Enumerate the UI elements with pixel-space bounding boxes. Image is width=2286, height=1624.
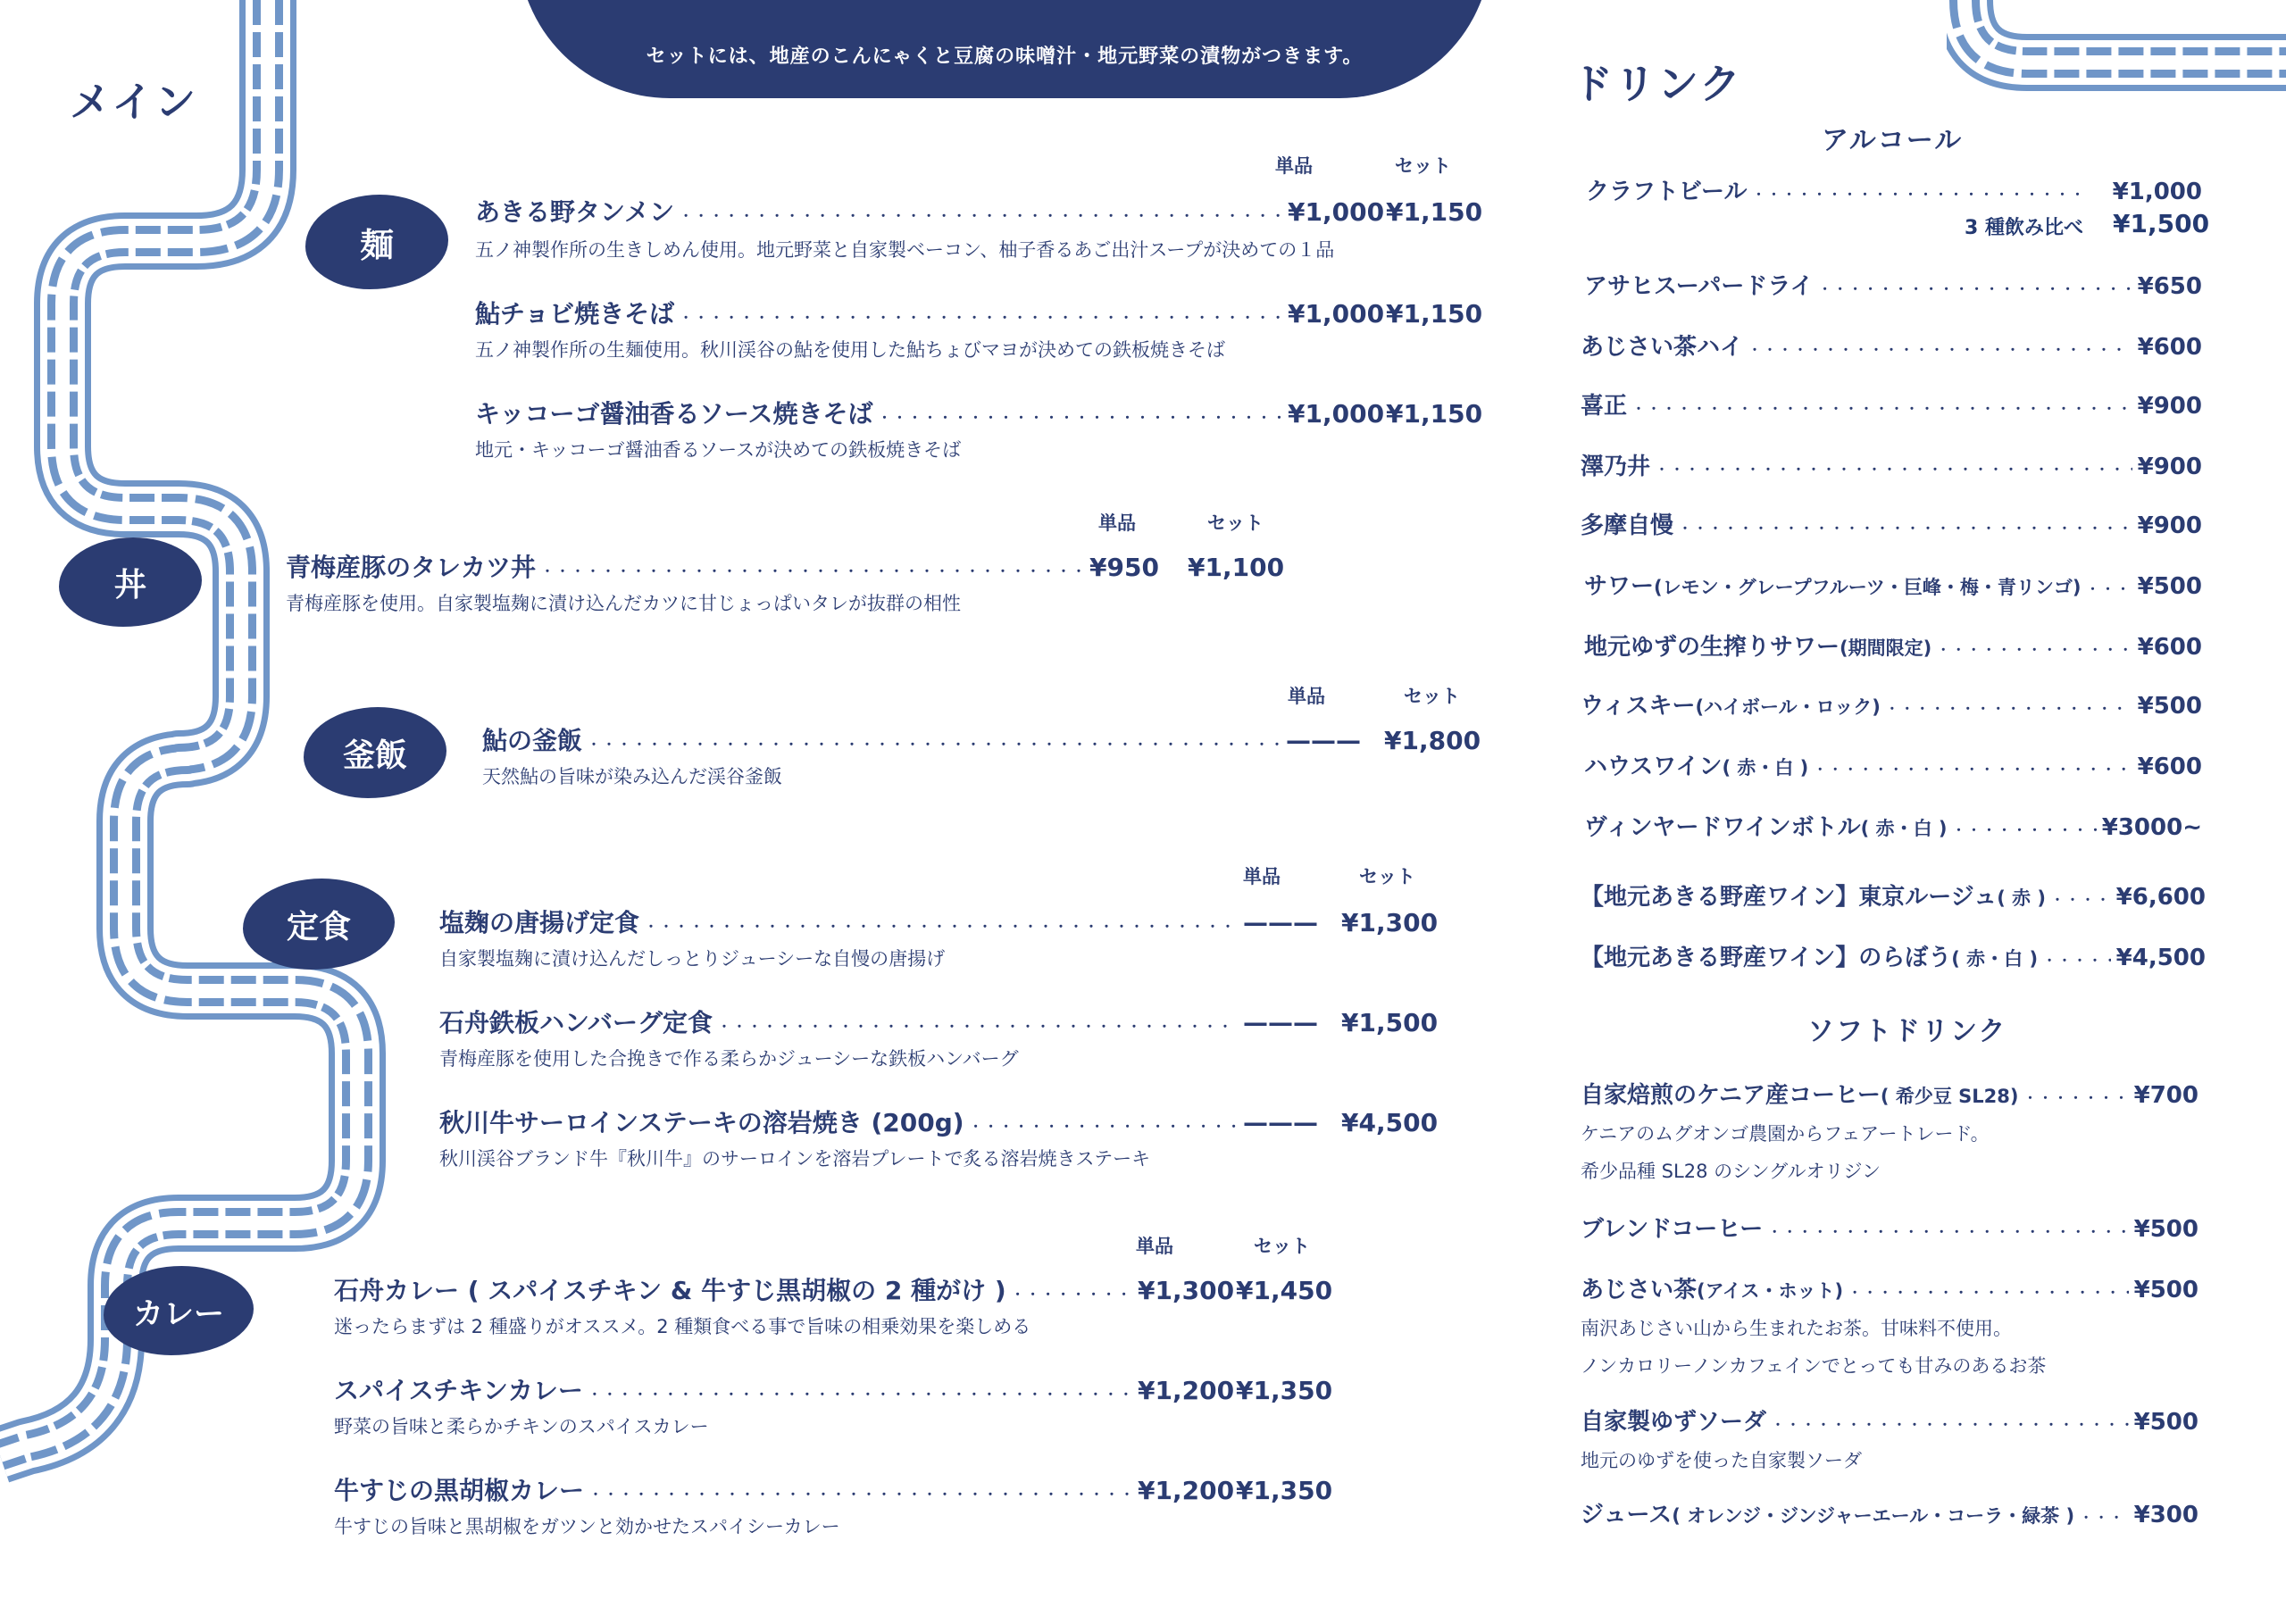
drink-row: [1581, 507, 2202, 540]
teishoku-col-set: セット: [1359, 866, 1415, 887]
curry-col-single: 単品: [1136, 1236, 1173, 1257]
drink-name: サワー: [1584, 573, 1655, 600]
leader-dots: [2051, 884, 2111, 911]
drink-name: 自家焙煎のケニア産コーヒー: [1581, 1082, 1881, 1109]
leader-dots: [1814, 754, 2132, 780]
drink-name: ジュース: [1581, 1502, 1673, 1528]
item-description: 天然鮎の旨味が染み込んだ渓谷釜飯: [482, 766, 782, 787]
drink-name: 澤乃井: [1581, 454, 1651, 480]
drink-row: [1581, 879, 2206, 912]
leader-dots: [2080, 1502, 2129, 1528]
drink-description: 希少品種 SL28 のシングルオリジン: [1581, 1161, 1881, 1182]
drink-note: (ハイボール・ロック): [1695, 696, 1881, 718]
leader-dots: [878, 399, 1282, 429]
item-name: 石舟鉄板ハンバーグ定食: [439, 1008, 713, 1037]
drink-price: ¥1,000: [2112, 179, 2202, 205]
drink-row: [1584, 629, 2202, 662]
item-name: 青梅産豚のタレカツ丼: [286, 553, 537, 582]
item-name: スパイスチキンカレー: [334, 1376, 583, 1405]
main-section-title: メイン: [70, 78, 198, 126]
leader-dots: [1848, 1277, 2129, 1303]
drink-price: ¥600: [2137, 754, 2202, 780]
drink-row: [1581, 939, 2206, 972]
item-description: 野菜の旨味と柔らかチキンのスパイスカレー: [334, 1416, 709, 1437]
item-set-price: ¥1,350: [1236, 1376, 1333, 1405]
leader-dots: [970, 1108, 1238, 1137]
item-description: 自家製塩麹に漬け込んだしっとりジューシーな自慢の唐揚げ: [439, 948, 946, 970]
drink-row: [1581, 1211, 2198, 1244]
don-col-set: セット: [1207, 512, 1264, 534]
drink-name: 多摩自慢: [1581, 512, 1674, 539]
leader-dots: [1679, 512, 2132, 539]
item-description: 五ノ神製作所の生麺使用。秋川渓谷の鮎を使用した鮎ちょびマヨが決めての鉄板焼きそば: [475, 339, 1225, 361]
set-info-text: セットには、地産のこんにゃくと豆腐の味噌汁・地元野菜の漬物がつきます。: [646, 46, 1364, 68]
drink-row: [1586, 173, 2202, 206]
item-set-price: ¥1,500: [1341, 1008, 1439, 1037]
drink-price: ¥900: [2137, 393, 2202, 420]
menu-row: [475, 395, 1483, 430]
drink-name: クラフトビール: [1586, 179, 1748, 205]
leader-dots: [541, 553, 1084, 582]
leader-dots: [2043, 945, 2111, 971]
item-single-price: ———: [1243, 1008, 1318, 1037]
drink-section-title: ドリンク: [1572, 60, 1743, 108]
drink-name: あじさい茶ハイ: [1581, 334, 1744, 361]
category-curry-badge: カレー: [104, 1266, 254, 1355]
leader-dots: [718, 1008, 1238, 1037]
drink-note: ( 赤・白 ): [1951, 948, 2039, 970]
drink-price: ¥500: [2133, 1216, 2198, 1243]
category-men-badge: 麺: [305, 195, 448, 289]
drink-name: アサヒスーパードライ: [1584, 273, 1814, 300]
menu-row: [439, 1004, 1439, 1039]
item-description: 地元・キッコーゴ醤油香るソースが決めての鉄板焼きそば: [475, 439, 962, 461]
item-set-price: ¥1,150: [1386, 197, 1483, 227]
menu-row: [334, 1271, 1333, 1307]
drink-price: ¥6,600: [2115, 884, 2206, 911]
drink-price: ¥500: [2133, 1409, 2198, 1436]
drink-price: ¥600: [2137, 634, 2202, 661]
item-single-price: ¥1,000: [1288, 299, 1385, 329]
leader-dots: [1819, 273, 2132, 300]
beer-flight-label: 3 種飲み比べ: [1965, 217, 2083, 239]
leader-dots: [1772, 1409, 2129, 1436]
item-description: 牛すじの旨味と黒胡椒をガツンと効かせたスパイシーカレー: [334, 1516, 840, 1537]
leader-dots: [588, 726, 1281, 755]
teishoku-col-single: 単品: [1243, 866, 1281, 887]
item-set-price: ¥1,150: [1386, 399, 1483, 429]
item-name: 鮎の釜飯: [482, 726, 583, 755]
drink-row: [1581, 1403, 2198, 1437]
menu-row: [475, 193, 1483, 229]
drink-row: [1581, 329, 2202, 362]
drink-row: [1584, 748, 2202, 781]
item-set-price: ¥1,800: [1384, 726, 1481, 755]
drink-price: ¥500: [2137, 693, 2202, 720]
item-single-price: ———: [1243, 1108, 1318, 1137]
drink-note: ( オレンジ・ジンジャーエール・コーラ・緑茶 ): [1672, 1505, 2075, 1527]
leader-dots: [1632, 393, 2132, 420]
item-name: 秋川牛サーロインステーキの溶岩焼き (200g): [439, 1108, 964, 1137]
drink-row: [1584, 268, 2202, 301]
drink-name: 地元ゆずの生搾りサワー: [1584, 634, 1840, 661]
leader-dots: [1752, 179, 2080, 205]
category-kamameshi-badge: 釜飯: [304, 707, 446, 798]
item-name: 石舟カレー ( スパイスチキン & 牛すじ黒胡椒の 2 種がけ ): [334, 1276, 1006, 1305]
drink-note: ( 赤 ): [1997, 887, 2047, 909]
item-set-price: ¥1,100: [1188, 553, 1285, 582]
menu-row: [475, 295, 1483, 330]
don-col-single: 単品: [1098, 512, 1136, 534]
item-single-price: ¥1,000: [1288, 399, 1385, 429]
item-name: キッコーゴ醤油香るソース焼きそば: [475, 399, 873, 429]
item-name: 鮎チョビ焼きそば: [475, 299, 675, 329]
leader-dots: [1748, 334, 2132, 361]
leader-dots: [1937, 634, 2132, 661]
men-col-single: 単品: [1275, 155, 1313, 177]
item-set-price: ¥1,150: [1386, 299, 1483, 329]
menu-row: [439, 1103, 1439, 1139]
item-description: 五ノ神製作所の生きしめん使用。地元野菜と自家製ベーコン、柚子香るあご出汁スープが決めての１品: [475, 239, 1335, 261]
item-name: 塩麹の唐揚げ定食: [439, 908, 640, 937]
drink-row: [1581, 387, 2202, 421]
leader-dots: [589, 1476, 1132, 1505]
soft-drink-subheading: ソフトドリンク: [1807, 1016, 2007, 1047]
drink-price: ¥4,500: [2115, 945, 2206, 971]
leader-dots: [1886, 693, 2132, 720]
drink-price: ¥700: [2133, 1082, 2198, 1109]
leader-dots: [680, 299, 1282, 329]
item-description: 迷ったらまずは 2 種盛りがオススメ。2 種類食べる事で旨味の相乗効果を楽しめる: [334, 1316, 1031, 1337]
item-single-price: ———: [1286, 726, 1361, 755]
drink-price: ¥500: [2137, 573, 2202, 600]
drink-name: 喜正: [1581, 393, 1628, 420]
menu-row: [439, 904, 1439, 939]
leader-dots: [1012, 1276, 1132, 1305]
drink-price: ¥300: [2133, 1502, 2198, 1528]
kamameshi-col-single: 単品: [1288, 686, 1325, 707]
item-single-price: ¥1,000: [1288, 197, 1385, 227]
drink-price: ¥500: [2133, 1277, 2198, 1303]
drink-row: [1581, 687, 2202, 720]
leader-dots: [1656, 454, 2132, 480]
drink-name: ヴィンヤードワインボトル: [1584, 814, 1861, 841]
drink-row: [1581, 1496, 2198, 1529]
drink-price: ¥900: [2137, 454, 2202, 480]
item-single-price: ¥1,200: [1138, 1376, 1235, 1405]
drink-name: 【地元あきる野産ワイン】のらぼう: [1581, 945, 1952, 971]
beer-flight-price: ¥1,500: [2113, 209, 2210, 238]
kamameshi-col-set: セット: [1404, 686, 1460, 707]
leader-dots: [680, 197, 1282, 227]
drink-row: [1584, 809, 2202, 842]
leader-dots: [1768, 1216, 2128, 1243]
item-set-price: ¥1,450: [1236, 1276, 1333, 1305]
drink-name: ブレンドコーヒー: [1581, 1216, 1764, 1243]
drink-name: ウィスキー: [1581, 693, 1696, 720]
item-description: 青梅産豚を使用した合挽きで作る柔らかジューシーな鉄板ハンバーグ: [439, 1048, 1019, 1070]
drink-row: [1581, 448, 2202, 481]
item-single-price: ¥1,200: [1138, 1476, 1235, 1505]
leader-dots: [645, 908, 1238, 937]
item-name: 牛すじの黒胡椒カレー: [334, 1476, 585, 1505]
curry-col-set: セット: [1254, 1236, 1310, 1257]
drink-name: 【地元あきる野産ワイン】東京ルージュ: [1581, 884, 1998, 911]
item-set-price: ¥4,500: [1341, 1108, 1439, 1137]
item-set-price: ¥1,350: [1236, 1476, 1333, 1505]
menu-row: [334, 1371, 1333, 1407]
drink-row: [1584, 568, 2202, 601]
drink-description: 地元のゆずを使った自家製ソーダ: [1581, 1450, 1862, 1471]
drink-description: 南沢あじさい山から生まれたお茶。甘味料不使用。: [1581, 1318, 2012, 1339]
drink-note: ( 希少豆 SL28): [1880, 1086, 2019, 1107]
alcohol-subheading: アルコール: [1822, 125, 1964, 156]
men-col-set: セット: [1395, 155, 1451, 177]
item-description: 秋川渓谷ブランド牛『秋川牛』のサーロインを溶岩プレートで炙る溶岩焼きステーキ: [439, 1148, 1151, 1170]
menu-row: [482, 721, 1481, 757]
road-corner-decoration: [1947, 0, 2286, 98]
drink-price: ¥650: [2137, 273, 2202, 300]
drink-description: ケニアのムグオンゴ農園からフェアートレード。: [1581, 1123, 1990, 1145]
drink-row: [1581, 1077, 2198, 1110]
drink-name: ハウスワイン: [1584, 754, 1723, 780]
drink-note: ( 赤・白 ): [1722, 757, 1809, 779]
drink-note: (レモン・グレープフルーツ・巨峰・梅・青リンゴ): [1654, 577, 2082, 598]
leader-dots: [2086, 573, 2132, 600]
drink-name: あじさい茶: [1581, 1277, 1698, 1303]
drink-note: (期間限定): [1840, 637, 1932, 659]
drink-note: ( 赤・白 ): [1860, 818, 1948, 839]
item-single-price: ¥1,300: [1138, 1276, 1235, 1305]
drink-name: 自家製ゆずソーダ: [1581, 1409, 1767, 1436]
item-set-price: ¥1,300: [1341, 908, 1439, 937]
drink-row: [1581, 1271, 2198, 1304]
drink-price: ¥3000~: [2101, 814, 2202, 841]
drink-price: ¥600: [2137, 334, 2202, 361]
item-single-price: ¥950: [1089, 553, 1159, 582]
drink-description: ノンカロリーノンカフェインでとっても甘みのあるお茶: [1581, 1355, 2047, 1377]
drink-price: ¥900: [2137, 512, 2202, 539]
category-teishoku-badge: 定食: [243, 879, 395, 970]
drink-note: (アイス・ホット): [1697, 1280, 1844, 1302]
menu-row: [334, 1471, 1333, 1507]
menu-row: [286, 548, 1285, 584]
item-description: 青梅産豚を使用。自家製塩麹に漬け込んだカツに甘じょっぱいタレが抜群の相性: [286, 593, 961, 614]
leader-dots: [1953, 814, 2097, 841]
item-single-price: ———: [1243, 908, 1318, 937]
leader-dots: [588, 1376, 1132, 1405]
item-name: あきる野タンメン: [475, 197, 675, 227]
leader-dots: [2023, 1082, 2128, 1109]
category-don-badge: 丼: [59, 537, 202, 627]
